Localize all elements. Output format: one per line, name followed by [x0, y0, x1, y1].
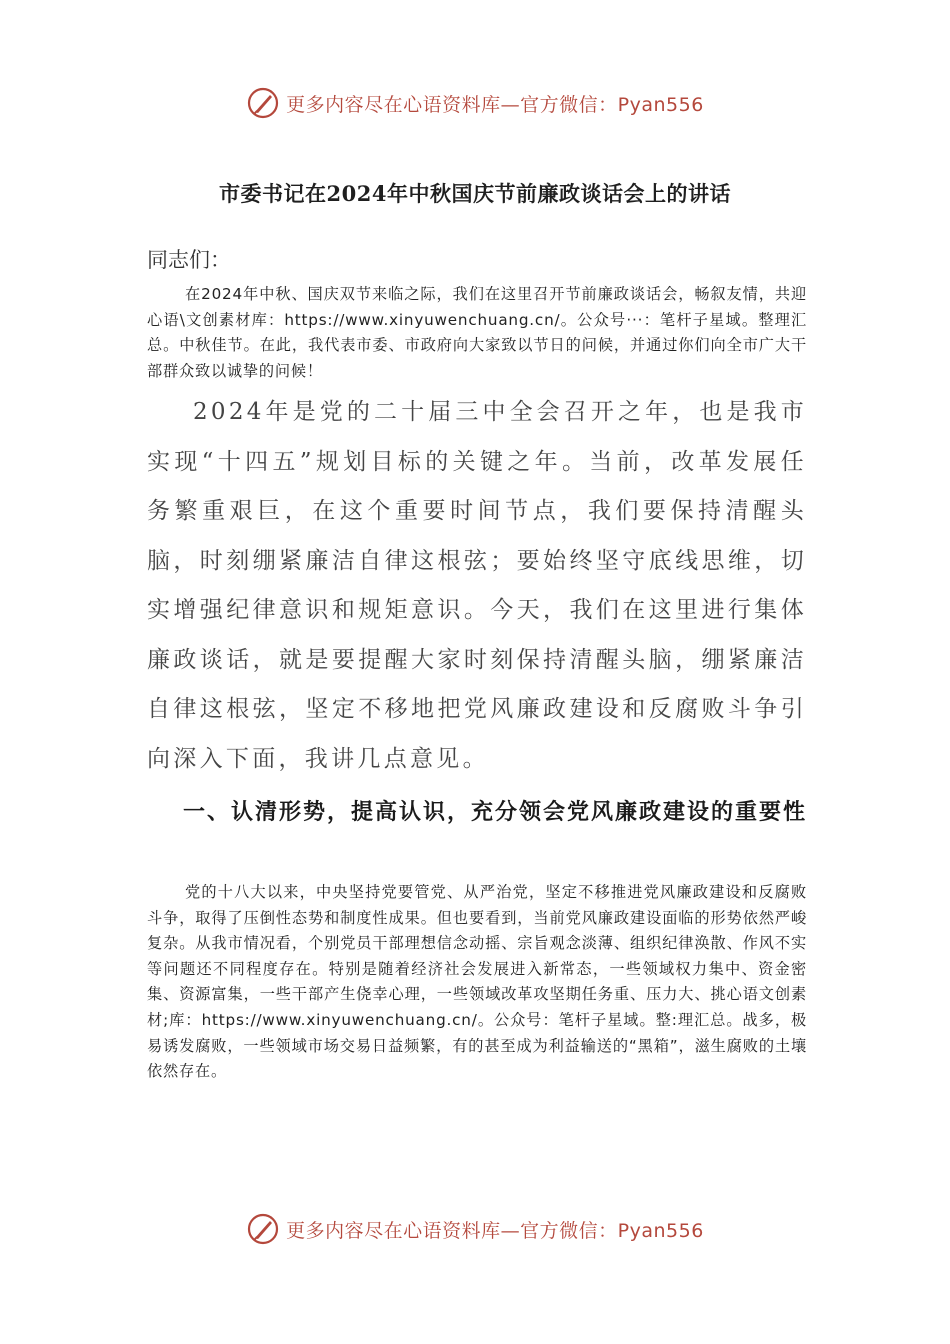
footer-banner	[0, 1212, 950, 1250]
banner-text: 更多内容尽在心语资料库—官方微信：Pyan556	[286, 93, 704, 116]
document-title: 市委书记在2024年中秋国庆节前廉政谈话会上的讲话	[219, 181, 731, 206]
quill-pen-icon	[246, 1212, 280, 1246]
wechat-id: Pyan556	[617, 1219, 704, 1242]
greeting: 同志们：	[147, 248, 231, 272]
wechat-id: Pyan556	[617, 93, 704, 116]
paragraph-main: 2024年是党的二十届三中全会召开之年，也是我市实现“十四五”规划目标的关键之年。当前，改革发展任务繁重艰巨，在这个重要时间节点，我们要保持清醒头脑，时刻绷紧廉洁自律这根弦；要始终坚守底线思维，切实增强纪律意识和规矩意识。今天，我们在这里进行集体廉政谈话，就是要提醒大家时刻保持清醒头脑，绷紧廉洁自律这根弦，坚定不移地把党风廉政建设和反腐败斗争引向深入下面，我讲几点意见。	[147, 399, 807, 772]
paragraph-intro: 在2024年中秋、国庆双节来临之际，我们在这里召开节前廉政谈话会，畅叙友情，共迎心语\文创素材库：https://www.xinyuwenchuang.cn/。公众号···：笔杆子星域。整理汇总。中秋佳节。在此，我代表市委、市政府向大家致以节日的问候，并通过你们向全市广大干部群众致以诚挚的问候！	[147, 285, 807, 380]
quill-pen-icon	[246, 86, 280, 120]
banner-text: 更多内容尽在心语资料库—官方微信：Pyan556	[286, 1219, 704, 1242]
paragraph-section-body: 党的十八大以来，中央坚持党要管党、从严治党，坚定不移推进党风廉政建设和反腐败斗争，取得了压倒性态势和制度性成果。但也要看到，当前党风廉政建设面临的形势依然严峻复杂。从我市情况看，个别党员干部理想信念动摇、宗旨观念淡薄、组织纪律涣散、作风不实等问题还不同程度存在。特别是随着经济社会发展进入新常态，一些领域权力集中、资金密集、资源富集，一些干部产生侥幸心理，一些领域改革攻坚期任务重、压力大、挑心语文创素材;库：https://www.xinyuwenchuang.cn/。公众号：笔杆子星域。整:理汇总。战多，极易诱发腐败，一些领域市场交易日益频繁，有的甚至成为利益输送的“黑箱”，滋生腐败的土壤依然存在。	[147, 883, 807, 1081]
header-banner	[0, 86, 950, 124]
section-heading: 一、认清形势，提高认识，充分领会党风廉政建设的重要性	[183, 799, 808, 825]
